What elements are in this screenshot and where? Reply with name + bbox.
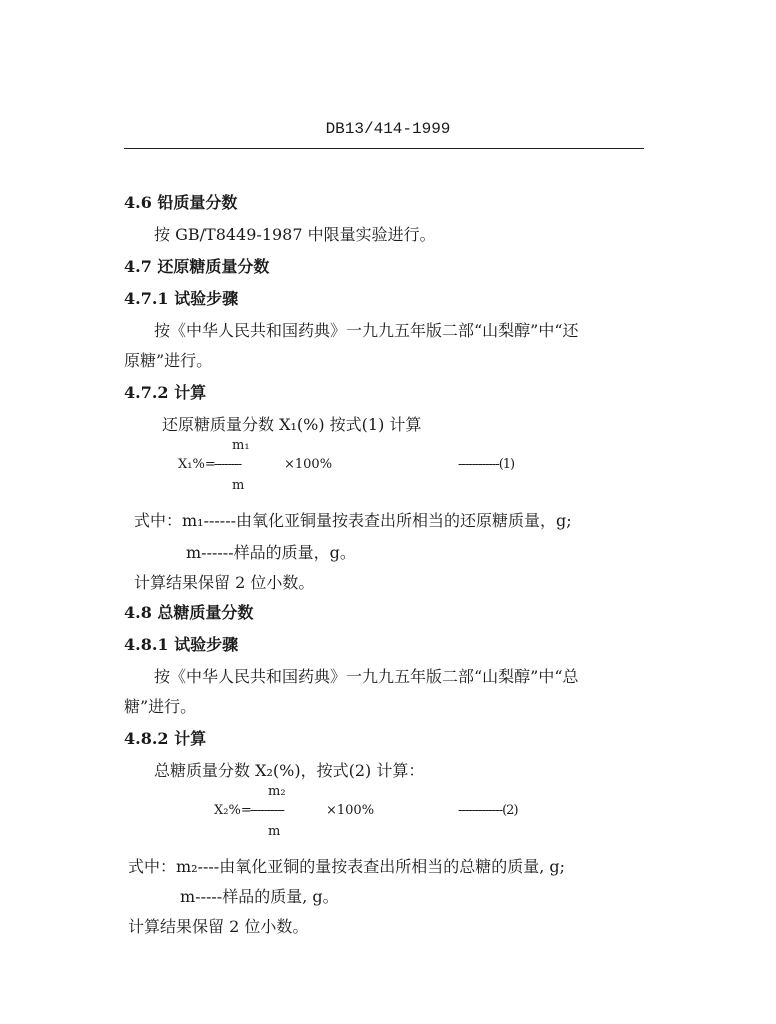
section-4-7-1-heading: 4.7.1 试验步骤 [124,289,239,308]
section-4-8-heading: 4.8 总糖质量分数 [124,603,254,622]
section-4-8-1-heading: 4.8.1 试验步骤 [124,635,239,654]
formula-1-fraction-line: -------- [214,457,242,472]
formula-2-intro: 总糖质量分数 X₂(%)，按式(2) 计算： [154,761,425,780]
formula-2-equation-number: -------------(2) [458,803,518,818]
section-4-6-heading: 4.6 铅质量分数 [124,193,238,212]
formula-1-equation-number: ------------(1) [458,457,515,472]
section-4-8-2-heading: 4.8.2 计算 [124,729,207,748]
formula-2-numerator: m₂ [268,784,286,799]
section-4-8-1-paragraph-line2: 糖”进行。 [124,697,197,716]
section-4-6-text: 按 GB/T8449-1987 中限量实验进行。 [154,225,436,244]
formula-1-where-line1: 式中：m₁------由氧化亚铜量按表查出所相当的还原糖质量，g; [134,511,572,530]
section-4-7-1-paragraph-line2: 原糖”进行。 [124,351,213,370]
formula-2-where-line1: 式中：m₂----由氧化亚铜的量按表查出所相当的总糖的质量, g; [128,857,566,876]
section-4-7-1-paragraph-line1: 按《中华人民共和国药典》一九九五年版二部“山梨醇”中“还 [154,321,579,340]
section-4-8-1-paragraph-line1: 按《中华人民共和国药典》一九九五年版二部“山梨醇”中“总 [154,667,579,686]
header-rule [124,148,644,149]
formula-1-rhs: ×100% [284,457,333,472]
document-header-id: DB13/414-1999 [325,120,451,138]
formula-2-rounding-note: 计算结果保留 2 位小数。 [128,917,309,936]
formula-2-fraction-line: ---------- [250,803,284,818]
section-4-7-heading: 4.7 还原糖质量分数 [124,257,270,276]
formula-1-numerator: m₁ [232,438,250,453]
formula-2-rhs: ×100% [326,803,375,818]
formula-1-where-line2: m------样品的质量，g。 [186,543,356,562]
formula-1-rounding-note: 计算结果保留 2 位小数。 [134,573,315,592]
formula-1-lhs: X₁%= [178,457,216,472]
section-4-7-2-heading: 4.7.2 计算 [124,383,207,402]
formula-2-where-line2: m-----样品的质量, g。 [180,887,339,906]
formula-2-lhs: X₂%= [214,803,252,818]
formula-1-denominator: m [232,478,245,493]
formula-2-denominator: m [268,824,281,839]
formula-1-intro: 还原糖质量分数 X₁(%) 按式(1) 计算 [162,415,422,434]
